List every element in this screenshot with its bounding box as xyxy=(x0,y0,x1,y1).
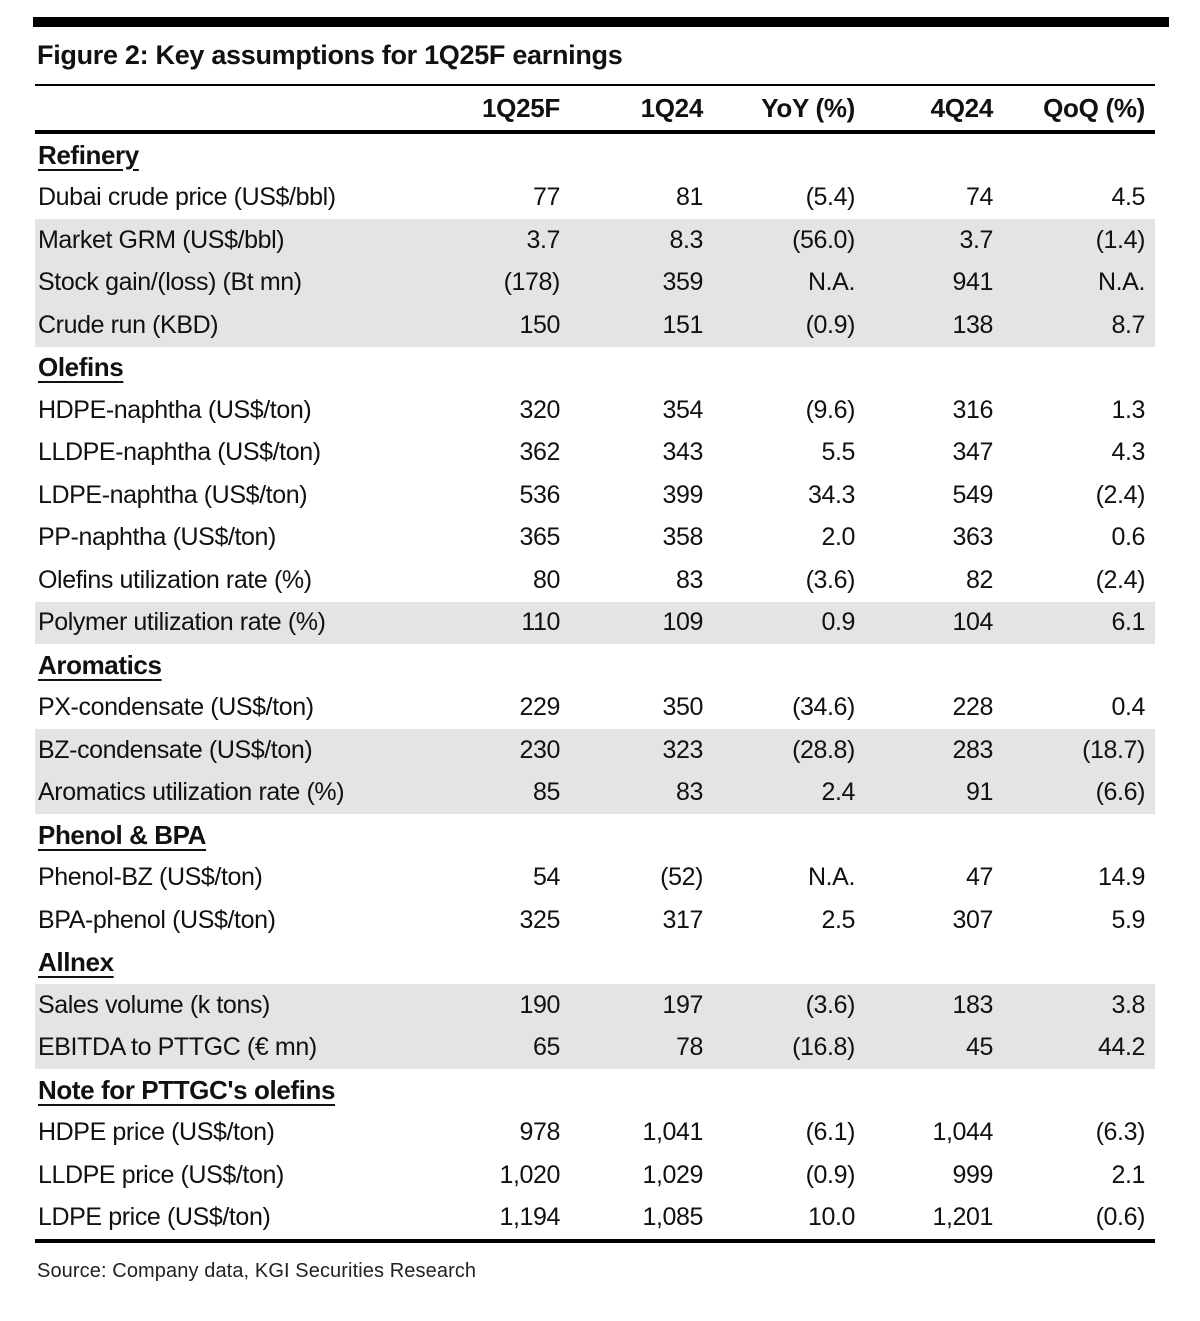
cell-value: (3.6) xyxy=(805,565,855,594)
section-name: Note for PTTGC's olefins xyxy=(38,1074,336,1105)
cell-value: 78 xyxy=(675,1033,703,1062)
cell-value: 1,029 xyxy=(642,1160,703,1189)
row-label: HDPE price (US$/ton) xyxy=(38,1118,275,1147)
cell-value: 941 xyxy=(952,268,993,297)
table-row xyxy=(35,474,1155,517)
row-label: HDPE-naphtha (US$/ton) xyxy=(38,395,312,424)
cell-value: 2.5 xyxy=(821,905,855,934)
cell-value: (6.3) xyxy=(1095,1118,1145,1147)
cell-value: (34.6) xyxy=(792,693,855,722)
row-label: LLDPE-naphtha (US$/ton) xyxy=(38,438,321,467)
cell-value: 229 xyxy=(519,693,560,722)
cell-value: 3.7 xyxy=(526,225,560,254)
cell-value: 10.0 xyxy=(807,1203,855,1232)
cell-value: 3.7 xyxy=(959,225,993,254)
cell-value: 2.0 xyxy=(821,523,855,552)
cell-value: (3.6) xyxy=(805,990,855,1019)
section-header-row xyxy=(35,644,1155,687)
cell-value: N.A. xyxy=(1097,268,1145,297)
cell-value: 2.1 xyxy=(1111,1160,1145,1189)
cell-value: 365 xyxy=(519,523,560,552)
cell-value: 230 xyxy=(519,735,560,764)
cell-value: 109 xyxy=(662,608,703,637)
row-label: PX-condensate (US$/ton) xyxy=(38,693,314,722)
cell-value: 54 xyxy=(532,863,560,892)
cell-value: 317 xyxy=(662,905,703,934)
cell-value: 320 xyxy=(519,395,560,424)
row-label: LDPE price (US$/ton) xyxy=(38,1203,271,1232)
cell-value: 358 xyxy=(662,523,703,552)
cell-value: 549 xyxy=(952,480,993,509)
row-label: BPA-phenol (US$/ton) xyxy=(38,905,276,934)
row-label: Stock gain/(loss) (Bt mn) xyxy=(38,268,302,297)
cell-value: 0.4 xyxy=(1111,693,1145,722)
cell-value: (2.4) xyxy=(1095,480,1145,509)
cell-value: (0.9) xyxy=(805,310,855,339)
top-divider-bar xyxy=(33,17,1169,27)
cell-value: 1,020 xyxy=(499,1160,560,1189)
cell-value: (52) xyxy=(660,863,703,892)
row-label: LLDPE price (US$/ton) xyxy=(38,1160,284,1189)
row-label: Sales volume (k tons) xyxy=(38,990,270,1019)
cell-value: 1,044 xyxy=(932,1118,993,1147)
cell-value: (56.0) xyxy=(792,225,855,254)
cell-value: 363 xyxy=(952,523,993,552)
cell-value: 1,085 xyxy=(642,1203,703,1232)
section-header-row xyxy=(35,347,1155,390)
cell-value: 80 xyxy=(532,565,560,594)
row-label: LDPE-naphtha (US$/ton) xyxy=(38,480,308,509)
cell-value: 82 xyxy=(965,565,993,594)
cell-value: (178) xyxy=(503,268,560,297)
cell-value: 151 xyxy=(662,310,703,339)
cell-value: (0.6) xyxy=(1095,1203,1145,1232)
cell-value: (2.4) xyxy=(1095,565,1145,594)
table-row xyxy=(35,1112,1155,1155)
cell-value: 8.7 xyxy=(1111,310,1145,339)
row-label: EBITDA to PTTGC (€ mn) xyxy=(38,1033,317,1062)
cell-value: 47 xyxy=(965,863,993,892)
cell-value: 83 xyxy=(675,778,703,807)
row-label: Polymer utilization rate (%) xyxy=(38,608,326,637)
cell-value: 2.4 xyxy=(821,778,855,807)
cell-value: 1,201 xyxy=(932,1203,993,1232)
table-row xyxy=(35,304,1155,347)
cell-value: 5.9 xyxy=(1111,905,1145,934)
cell-value: 0.6 xyxy=(1111,523,1145,552)
table-row xyxy=(35,602,1155,645)
cell-value: 110 xyxy=(521,608,560,637)
cell-value: (1.4) xyxy=(1095,225,1145,254)
cell-value: 14.9 xyxy=(1097,863,1145,892)
table-row xyxy=(35,857,1155,900)
cell-value: 1,194 xyxy=(499,1203,560,1232)
table-row xyxy=(35,772,1155,815)
row-label: BZ-condensate (US$/ton) xyxy=(38,735,313,764)
cell-value: 197 xyxy=(662,990,703,1019)
section-name: Aromatics xyxy=(38,649,162,680)
table-row xyxy=(35,517,1155,560)
cell-value: (28.8) xyxy=(792,735,855,764)
table-row xyxy=(35,1154,1155,1197)
cell-value: 1.3 xyxy=(1111,395,1145,424)
cell-value: 6.1 xyxy=(1111,608,1145,637)
column-header: QoQ (%) xyxy=(1043,92,1145,123)
cell-value: 74 xyxy=(965,183,993,212)
table-row xyxy=(35,1197,1155,1240)
cell-value: 347 xyxy=(952,438,993,467)
cell-value: 4.5 xyxy=(1111,183,1145,212)
cell-value: (16.8) xyxy=(792,1033,855,1062)
row-label: Aromatics utilization rate (%) xyxy=(38,778,345,807)
cell-value: 399 xyxy=(662,480,703,509)
source-note: Source: Company data, KGI Securities Research xyxy=(37,1260,477,1282)
cell-value: 999 xyxy=(952,1160,993,1189)
cell-value: (6.1) xyxy=(805,1118,855,1147)
figure-title: Figure 2: Key assumptions for 1Q25F earnings xyxy=(37,40,623,70)
row-label: PP-naphtha (US$/ton) xyxy=(38,523,276,552)
cell-value: 283 xyxy=(952,735,993,764)
cell-value: (5.4) xyxy=(805,183,855,212)
cell-value: 228 xyxy=(952,693,993,722)
cell-value: 362 xyxy=(519,438,560,467)
table-row xyxy=(35,432,1155,475)
cell-value: 307 xyxy=(952,905,993,934)
cell-value: 150 xyxy=(519,310,560,339)
cell-value: 978 xyxy=(519,1118,560,1147)
table-body xyxy=(35,134,1155,1239)
row-label: Crude run (KBD) xyxy=(38,310,219,339)
cell-value: (6.6) xyxy=(1095,778,1145,807)
table-row xyxy=(35,687,1155,730)
table-row xyxy=(35,984,1155,1027)
row-label: Market GRM (US$/bbl) xyxy=(38,225,285,254)
section-header-row xyxy=(35,1069,1155,1112)
section-name: Phenol & BPA xyxy=(38,819,207,850)
cell-value: 77 xyxy=(532,183,560,212)
cell-value: 65 xyxy=(532,1033,560,1062)
section-name: Olefins xyxy=(38,352,124,383)
row-label: Olefins utilization rate (%) xyxy=(38,565,312,594)
cell-value: (18.7) xyxy=(1082,735,1145,764)
table-header-row xyxy=(35,86,1155,130)
cell-value: 190 xyxy=(519,990,560,1019)
cell-value: 45 xyxy=(965,1033,993,1062)
column-header: 1Q25F xyxy=(482,92,560,123)
cell-value: 83 xyxy=(675,565,703,594)
cell-value: 34.3 xyxy=(807,480,855,509)
cell-value: 350 xyxy=(662,693,703,722)
cell-value: 44.2 xyxy=(1097,1033,1145,1062)
table-row xyxy=(35,219,1155,262)
cell-value: 8.3 xyxy=(669,225,703,254)
cell-value: 325 xyxy=(519,905,560,934)
section-header-row xyxy=(35,942,1155,985)
column-header: 4Q24 xyxy=(930,92,993,123)
cell-value: 359 xyxy=(662,268,703,297)
section-header-row xyxy=(35,814,1155,857)
column-header: YoY (%) xyxy=(761,92,855,123)
cell-value: 5.5 xyxy=(821,438,855,467)
column-header: 1Q24 xyxy=(640,92,703,123)
cell-value: 536 xyxy=(519,480,560,509)
bottom-rule xyxy=(35,1239,1155,1243)
table-row xyxy=(35,899,1155,942)
table-row xyxy=(35,559,1155,602)
cell-value: 316 xyxy=(952,395,993,424)
cell-value: (0.9) xyxy=(805,1160,855,1189)
cell-value: 183 xyxy=(952,990,993,1019)
cell-value: N.A. xyxy=(807,268,855,297)
cell-value: 91 xyxy=(965,778,993,807)
cell-value: 354 xyxy=(662,395,703,424)
cell-value: 3.8 xyxy=(1111,990,1145,1019)
cell-value: 85 xyxy=(532,778,560,807)
cell-value: 81 xyxy=(675,183,703,212)
cell-value: N.A. xyxy=(807,863,855,892)
cell-value: 343 xyxy=(662,438,703,467)
section-name: Refinery xyxy=(38,139,139,170)
table-row xyxy=(35,1027,1155,1070)
section-header-row xyxy=(35,134,1155,177)
cell-value: 0.9 xyxy=(821,608,855,637)
assumptions-table xyxy=(35,84,1155,1243)
section-name: Allnex xyxy=(38,947,114,978)
table-row xyxy=(35,389,1155,432)
cell-value: (9.6) xyxy=(805,395,855,424)
table-row xyxy=(35,177,1155,220)
row-label: Phenol-BZ (US$/ton) xyxy=(38,863,263,892)
cell-value: 4.3 xyxy=(1111,438,1145,467)
cell-value: 1,041 xyxy=(642,1118,703,1147)
table-row xyxy=(35,262,1155,305)
cell-value: 323 xyxy=(662,735,703,764)
cell-value: 104 xyxy=(952,608,993,637)
cell-value: 138 xyxy=(952,310,993,339)
table-row xyxy=(35,729,1155,772)
row-label: Dubai crude price (US$/bbl) xyxy=(38,183,336,212)
